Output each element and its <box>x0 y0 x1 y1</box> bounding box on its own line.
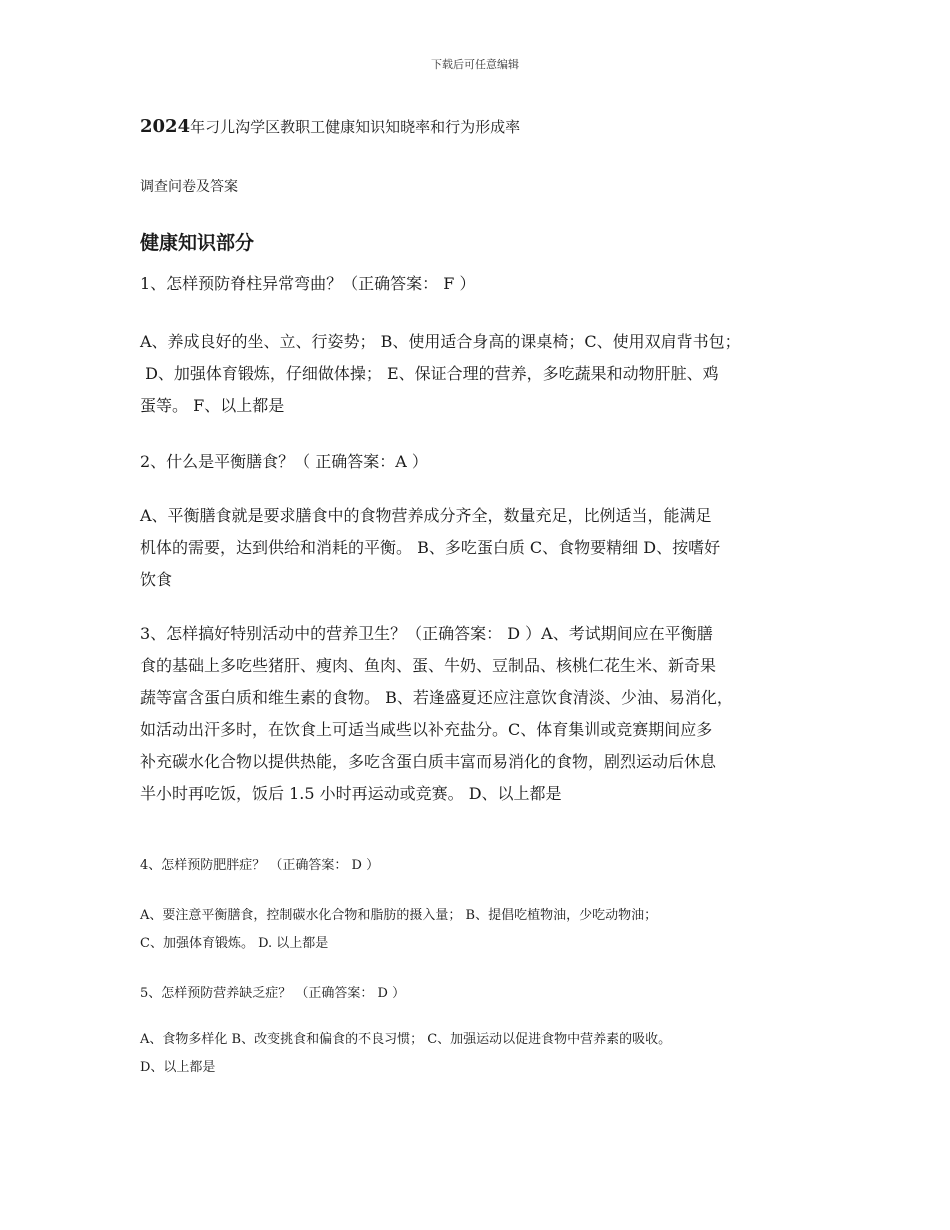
title-text: 年刁儿沟学区教职工健康知识知晓率和行为形成率 <box>190 118 521 136</box>
question-1 <box>140 268 820 300</box>
option-line: D、加强体育锻炼，仔细做体操； E、保证合理的营养，多吃蔬果和动物肝脏、鸡 <box>140 364 719 383</box>
document-title <box>140 116 820 137</box>
option-line: 蔬等富含蛋白质和维生素的食物。 B、若逢盛夏还应注意饮食清淡、少油、易消化， <box>140 688 733 707</box>
option-line: A、养成良好的坐、立、行姿势； B、使用适合身高的课桌椅；C、使用双肩背书包； <box>140 332 741 351</box>
question-text: 4、怎样预防肥胖症？ （正确答案： D ） <box>140 858 380 873</box>
option-line: 机体的需要，达到供给和消耗的平衡。 B、多吃蛋白质 C、食物要精细 D、按嗜好 <box>140 538 721 557</box>
title-year: 2024 <box>140 116 191 137</box>
question-2 <box>140 446 820 478</box>
option-line: 食的基础上多吃些猪肝、瘦肉、鱼肉、蛋、牛奶、豆制品、核桃仁花生米、新奇果 <box>140 656 717 675</box>
answer-options-2 <box>140 500 820 596</box>
option-line: 补充碳水化合物以提供热能，多吃含蛋白质丰富而易消化的食物，剧烈运动后休息 <box>140 752 717 771</box>
option-line: 半小时再吃饭，饭后 1.5 小时再运动或竞赛。 D、以上都是 <box>140 784 562 803</box>
option-line: 蛋等。 F、以上都是 <box>140 396 285 415</box>
option-line: 如活动出汗多时，在饮食上可适当咸些以补充盐分。C、体育集训或竞赛期间应多 <box>140 720 713 739</box>
document-subtitle: 调查问卷及答案 <box>140 179 238 195</box>
question-3 <box>140 618 820 810</box>
question-text: 2、什么是平衡膳食？（ 正确答案：A ） <box>140 452 428 471</box>
option-line: C、加强体育锻炼。 D. 以上都是 <box>140 936 329 951</box>
question-4 <box>140 852 820 880</box>
option-line: A、平衡膳食就是要求膳食中的食物营养成分齐全，数量充足，比例适当，能满足 <box>140 506 712 525</box>
answer-options-1 <box>140 326 820 422</box>
answer-options-4 <box>140 902 820 958</box>
option-line: D、以上都是 <box>140 1060 216 1075</box>
question-text: 3、怎样搞好特别活动中的营养卫生？（正确答案： D ）A、考试期间应在平衡膳 <box>140 624 713 643</box>
question-5 <box>140 980 820 1008</box>
option-line: A、要注意平衡膳食，控制碳水化合物和脂肪的摄入量； B、提倡吃植物油，少吃动物油； <box>140 908 658 923</box>
question-text: 1、怎样预防脊柱异常弯曲？（正确答案： F ） <box>140 274 476 293</box>
section-heading: 健康知识部分 <box>140 232 255 254</box>
question-text: 5、怎样预防营养缺乏症？ （正确答案： D ） <box>140 986 406 1001</box>
option-line: 饮食 <box>140 570 173 589</box>
answer-options-5 <box>140 1026 820 1082</box>
option-line: A、食物多样化 B、改变挑食和偏食的不良习惯； C、加强运动以促进食物中营养素的吸收。 <box>140 1032 672 1047</box>
header-note: 下载后可任意编辑 <box>431 58 519 71</box>
